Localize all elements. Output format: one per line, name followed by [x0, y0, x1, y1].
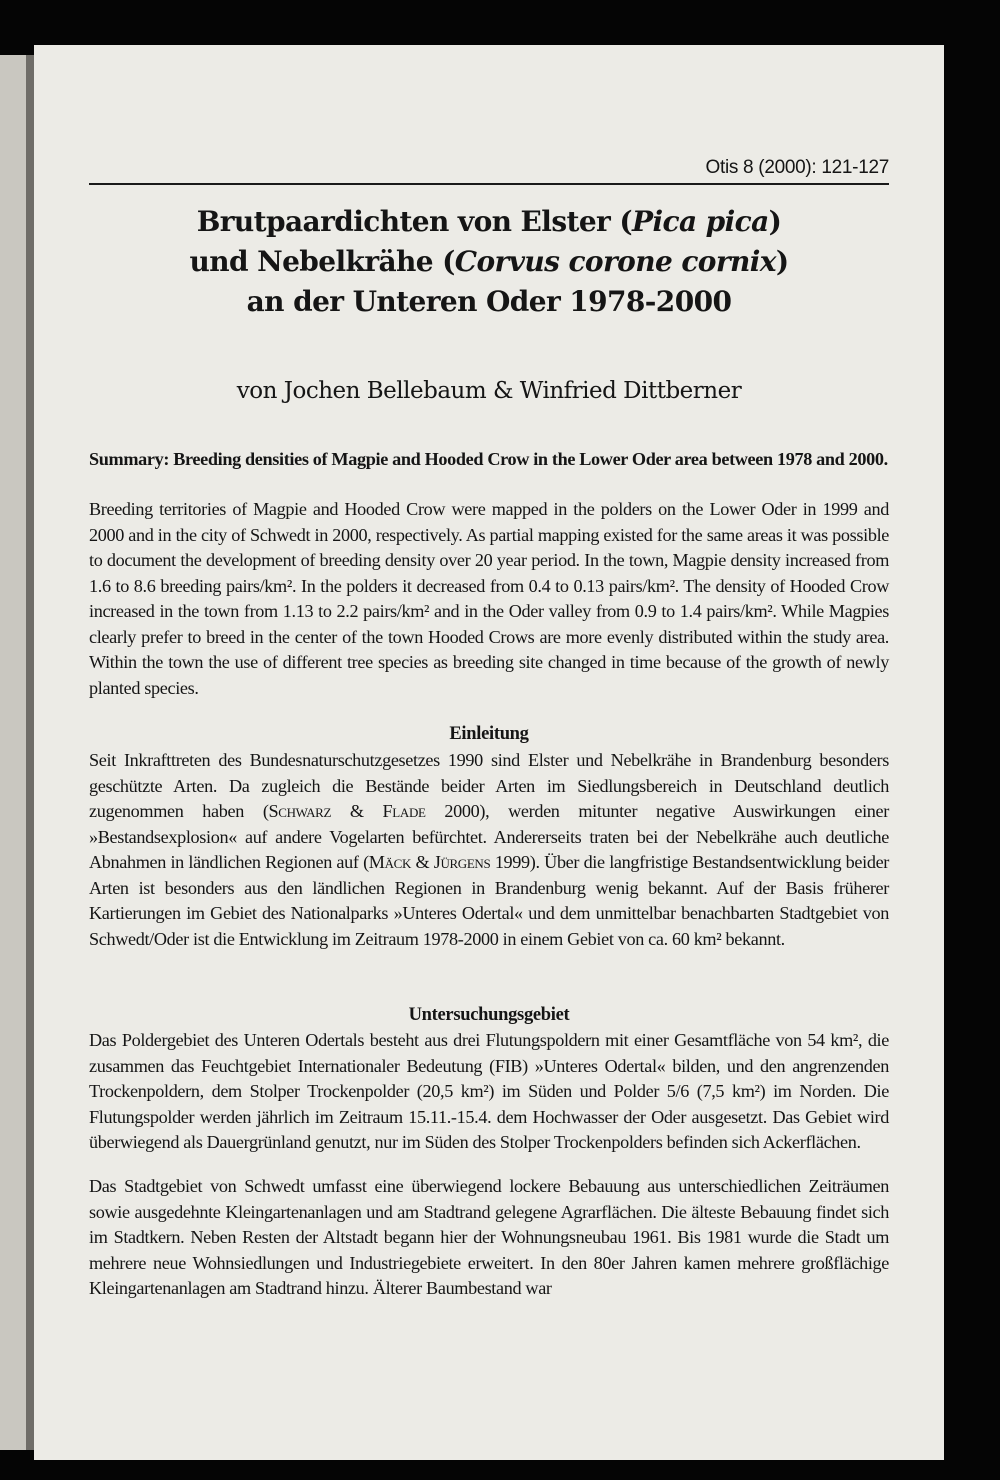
species-name-crow: Corvus corone cornix: [454, 245, 776, 278]
species-name-magpie: Pica pica: [632, 205, 769, 238]
einleitung-paragraph: Seit Inkrafttreten des Bundesnaturschutzgesetzes 1990 sind Elster und Nebelkrähe in Brandenburg besonders geschützte Arten. Da zugleich die Bestände beider Arten im Siedlungsbereich in Deutschland deutlich zugenommen haben (Schwarz & Flade 2000), werden mitunter negative Auswirkungen einer »Bestandsexplosion« auf andere Vogelarten befürchtet. Andererseits traten bei der Nebelkrähe auch deutliche Abnahmen in ländlichen Regionen auf (Mäck & Jürgens 1999). Über die langfristige Bestandsentwicklung beider Arten ist besonders aus den ländlichen Regionen in Brandenburg wenig bekannt. Auf der Basis früherer Kartierungen im Gebiet des Nationalparks »Unteres Odertal« und dem unmittelbar benachbarten Stadtgebiet von Schwedt/Oder ist die Entwicklung im Zeitraum 1978-2000 in einem Gebiet von ca. 60 km² bekannt.: [89, 750, 890, 949]
section-heading-untersuchungsgebiet: Untersuchungsgebiet: [408, 1005, 570, 1025]
authors: von Jochen Bellebaum & Winfried Dittberner: [236, 378, 742, 404]
title-line-2: und Nebelkrähe (Corvus corone cornix): [189, 245, 789, 278]
page-gutter-shadow: [26, 55, 34, 1450]
untersuchungsgebiet-paragraph-1: Das Poldergebiet des Unteren Odertals besteht aus drei Flutungspoldern mit einer Gesamtfläche von 54 km², die zusammen das Feuchtgebiet Internationaler Bedeutung (FIB) »Unteres Odertal« bilden, und den angrenzenden Trockenpoldern, dem Stolper Trockenpolder (20,5 km²) im Süden und Polder 5/6 (7,5 km²) im Norden. Die Flutungspolder werden jährlich im Zeitraum 15.11.-15.4. dem Hochwasser der Oder ausgesetzt. Das Gebiet wird überwiegend als Dauergrünland genutzt, nur im Süden des Stolper Trockenpolders befinden sich Ackerflächen.: [89, 1030, 889, 1152]
title-line-3: an der Unteren Oder 1978-2000: [246, 285, 732, 318]
citation: Schwarz & Flade: [268, 801, 426, 821]
untersuchungsgebiet-paragraph-2: Das Stadtgebiet von Schwedt umfasst eine überwiegend lockere Bebauung aus unterschiedlichen Zeiträumen sowie ausgedehnte Kleingartenanlagen und am Stadtrand gelegene Agrarflächen. Die älteste Bebauung findet sich im Stadtkern. Neben Resten der Altstadt begann hier der Wohnungsneubau 1961. Bis 1981 wurde die Stadt um mehrere neue Wohnsiedlungen und Industriegebiete erweitert. In den 80er Jahren kamen mehrere großflächige Kleingartenanlagen am Stadtrand hinzu. Älterer Baumbestand war: [89, 1176, 889, 1298]
section-heading-einleitung: Einleitung: [449, 724, 529, 744]
article-title: [89, 202, 889, 322]
title-line-1: Brutpaardichten von Elster (Pica pica): [196, 205, 782, 238]
summary-heading: Summary: Breeding densities of Magpie and Hooded Crow in the Lower Oder area between 1978 and 2000.: [89, 449, 888, 469]
journal-reference: Otis 8 (2000): 121-127: [705, 157, 889, 178]
summary-text: Breeding territories of Magpie and Hooded Crow were mapped in the polders on the Lower Oder in 1999 and 2000 and in the city of Schwedt in 2000, respectively. As partial mapping existed for the same areas it was possible to document the development of breeding density over 20 year period. In the town, Magpie density increased from 1.6 to 8.6 breeding pairs/km². In the polders it decreased from 0.4 to 0.13 pairs/km². The density of Hooded Crow increased in the town from 1.13 to 2.2 pairs/km² and in the Oder valley from 0.9 to 1.4 pairs/km². While Magpies clearly prefer to breed in the center of the town Hooded Crows are more evenly distributed within the study area. Within the town the use of different tree species as breeding site changed in time because of the growth of newly planted species.: [89, 499, 889, 698]
paper-page: [34, 45, 944, 1460]
header-rule: [89, 183, 889, 185]
citation: Mäck & Jürgens: [368, 852, 491, 872]
